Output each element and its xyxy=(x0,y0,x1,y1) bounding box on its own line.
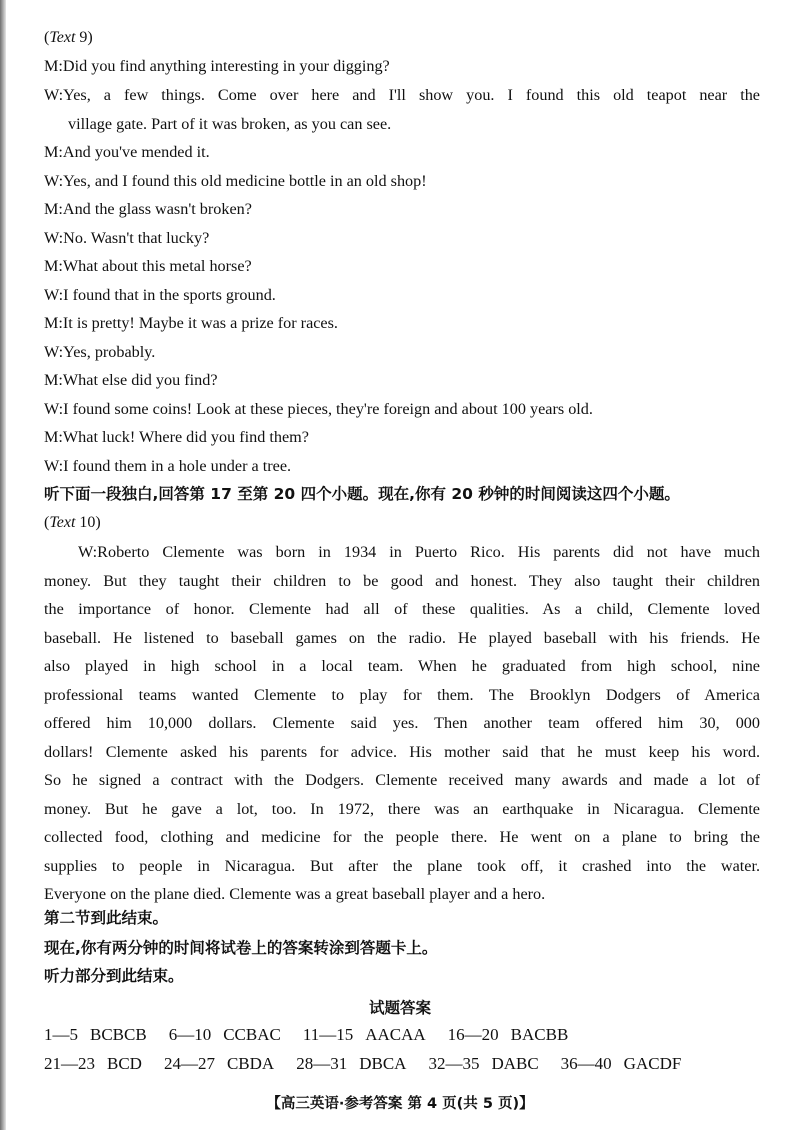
answers-row-1 xyxy=(44,1023,760,1047)
answer-group: 32—35 DABC xyxy=(428,1054,539,1073)
closing-line: 第二节到此结束。 xyxy=(44,909,169,927)
paragraph-line: dollars! Clemente asked his parents for advice. His mother said that he must keep his word. xyxy=(44,742,760,761)
text9-label: (Text 9) xyxy=(44,29,93,46)
paragraph-line: the importance of honor. Clemente had all of these qualities. As a child, Clemente loved xyxy=(44,600,760,618)
paragraph-line: W:Roberto Clemente was born in 1934 in Puerto Rico. His parents did not have much xyxy=(78,543,760,561)
answer-group: 21—23 BCD xyxy=(44,1054,142,1073)
dialogue-line: W:Yes, a few things. Come over here and I'll show you. I found this old teapot near the xyxy=(44,86,760,104)
page-footer: 【高三英语·参考答案 第 4 页(共 5 页)】 xyxy=(266,1096,534,1112)
paragraph-line: baseball. He listened to baseball games on the radio. He played baseball with his friends. He xyxy=(44,628,760,647)
dialogue-line: M:And the glass wasn't broken? xyxy=(44,200,252,218)
dialogue-line: M:What luck! Where did you find them? xyxy=(44,428,309,446)
answer-group: 16—20 BACBB xyxy=(447,1025,569,1044)
answers-row-2 xyxy=(44,1052,760,1076)
dialogue-line: M:What else did you find? xyxy=(44,371,218,389)
paragraph-line: Everyone on the plane died. Clemente was a great baseball player and a hero. xyxy=(44,885,546,903)
dialogue-line: village gate. Part of it was broken, as you can see. xyxy=(68,115,392,133)
paragraph-line: offered him 10,000 dollars. Clemente said yes. Then another team offered him 30, 000 xyxy=(44,714,760,732)
section-instruction: 听下面一段独白,回答第 17 至第 20 四个小题。现在,你有 20 秒钟的时间阅读这四个小题。 xyxy=(44,485,680,503)
paragraph-line: also played in high school in a local team. When he graduated from high school, nine xyxy=(44,657,760,675)
closing-line: 现在,你有两分钟的时间将试卷上的答案转涂到答题卡上。 xyxy=(44,939,438,957)
answer-group: 24—27 CBDA xyxy=(163,1054,275,1073)
dialogue-line: W:I found some coins! Look at these pieces, they're foreign and about 100 years old. xyxy=(44,400,593,418)
monologue-paragraph xyxy=(44,538,760,909)
paragraph-line: So he signed a contract with the Dodgers. Clemente received many awards and made a lot of xyxy=(44,771,760,789)
paragraph-line: money. But they taught their children to be good and honest. They also taught their children xyxy=(44,571,760,590)
answer-group: 28—31 DBCA xyxy=(296,1054,407,1073)
dialogue-line: M:And you've mended it. xyxy=(44,143,210,161)
answer-group: 1—5 BCBCB xyxy=(44,1025,147,1044)
dialogue-line: W:I found that in the sports ground. xyxy=(44,286,276,304)
text10-label: (Text 10) xyxy=(44,514,101,531)
answer-group: 11—15 AACAA xyxy=(302,1025,426,1044)
answer-group: 36—40 GACDF xyxy=(560,1054,682,1073)
answer-group: 6—10 CCBAC xyxy=(168,1025,281,1044)
dialogue-line: W:Yes, probably. xyxy=(44,343,156,361)
closing-line: 听力部分到此结束。 xyxy=(44,967,184,985)
paragraph-line: collected food, clothing and medicine for the people there. He went on a plane to bring the xyxy=(44,828,760,846)
dialogue-line: W:I found them in a hole under a tree. xyxy=(44,457,292,475)
paragraph-line: supplies to people in Nicaragua. But after the plane took off, it crashed into the water. xyxy=(44,856,760,875)
dialogue-line: W:No. Wasn't that lucky? xyxy=(44,229,210,247)
dialogue-line: M:It is pretty! Maybe it was a prize for races. xyxy=(44,314,338,332)
dialogue-line: M:Did you find anything interesting in your digging? xyxy=(44,57,390,75)
paragraph-line: money. But he gave a lot, too. In 1972, there was an earthquake in Nicaragua. Clemente xyxy=(44,799,760,818)
answers-title: 试题答案 xyxy=(368,999,431,1017)
paragraph-line: professional teams wanted Clemente to play for them. The Brooklyn Dodgers of America xyxy=(44,685,760,704)
dialogue-line: M:What about this metal horse? xyxy=(44,257,252,275)
page-edge-shadow xyxy=(0,0,6,1130)
dialogue-line: W:Yes, and I found this old medicine bottle in an old shop! xyxy=(44,172,427,190)
